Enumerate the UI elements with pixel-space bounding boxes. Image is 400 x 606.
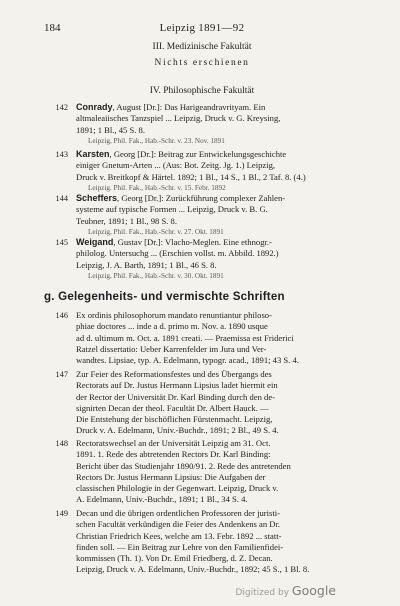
entry-author: Weigand — [76, 237, 114, 247]
nothing-published-note: Nichts erschienen — [154, 58, 250, 68]
page-header — [44, 22, 360, 36]
entry-number: 143 — [55, 150, 68, 159]
entry-line: Decan und die übrigen ordentlichen Professoren der juristi- — [76, 508, 281, 518]
entry-148 — [44, 438, 360, 506]
page-number: 184 — [44, 22, 61, 34]
entry-number: 146 — [55, 311, 68, 320]
section-heading-philosophy: IV. Philosophische Fakultät — [149, 86, 255, 96]
entry-line: Zur Feier des Reformationsfestes und des Übergangs des — [76, 369, 272, 379]
entry-number: 147 — [55, 370, 68, 379]
entry-number: 145 — [55, 238, 68, 247]
entry-line: Ratzel dissertatio: Ueber Karrenfelder im Jura und Ver- — [76, 343, 267, 354]
entry-line: kommissen (Th. 1). Von Dr. Emil Friedberg, d. Z. Decan. — [76, 553, 273, 564]
entry-author: Conrady — [76, 102, 113, 112]
entry-author: Scheffers — [76, 193, 118, 203]
entry-line: der Rector der Universität Dr. Karl Binding durch den de- — [76, 391, 276, 402]
entry-line: systeme auf typische Formen ... Leipzig, Druck v. B. G. — [76, 204, 268, 215]
entry-line: Bericht über das Studienjahr 1890/91. 2. Rede des antretenden — [76, 460, 291, 471]
entry-number: 144 — [55, 194, 68, 203]
section-heading-medical: III. Medizinische Fakultät — [152, 42, 252, 52]
entry-number: 142 — [55, 103, 68, 112]
entry-line: Teubner, 1891; 1 Bl., 98 S. 8. — [76, 215, 177, 226]
entry-line: wandtes. Lipsiae, typ. A. Edelmann, typogr. acad., 1891; 43 S. 4. — [76, 355, 299, 366]
entry-line: Rectoratswechsel an der Universität Leipzig am 31. Oct. — [76, 438, 271, 448]
entry-149 — [44, 508, 360, 576]
entry-note: Leipzig, Phil. Fak., Hab.-Schr. v. 23. Nov. 1891 — [88, 136, 225, 145]
entry-line: phiae doctores ... inde a d. primo m. Nov. a. 1890 usque — [76, 321, 268, 332]
entry-line: Rectors Dr. Justus Hermann Lipsius: Die Aufgaben der — [76, 471, 266, 482]
entry-line: signirten Decan der theol. Facultät Dr. Albert Hauck. — — [76, 402, 269, 413]
entry-line: Leipzig, J. A. Barth, 1891; 1 Bl., 46 S. 8. — [76, 259, 217, 270]
entry-line: finden soll. — Ein Beitrag zur Lehre von den Familienfidei- — [76, 541, 284, 552]
entry-145: 145 Weigand, Gustav [Dr.]: Vlacho-Meglen. Eine ethnogr.- philolog. Untersuchg ... (Erschien vollst. m. Abbild. 1892.) Leipzig, J. A. Barth, 1891; 1 Bl., 46 S. 8. Leipzig, Phil. Fak., Hab.-Schr. v. 30. Okt. 1891 — [44, 237, 360, 282]
entry-147 — [44, 369, 360, 437]
digitized-watermark — [235, 583, 336, 598]
section-heading-occasional: g. Gelegenheits- und vermischte Schriften — [44, 290, 285, 303]
entry-line: 1891. 1. Rede des abtretenden Rectors Dr. Karl Binding: — [76, 449, 271, 460]
entry-line: Die Entstehung der bischöflichen Fürstenmacht. Leipzig, — [76, 414, 273, 425]
entry-line: A. Edelmann, Univ.-Buchdr., 1891; 1 Bl., 34 S. 4. — [76, 494, 248, 505]
entry-number: 149 — [55, 509, 68, 518]
google-logo: Google — [291, 583, 336, 598]
entry-author: Karsten — [76, 149, 110, 159]
entry-line: altmaleaiisches Tanzspiel ... Leipzig, Druck v. G. Kreysing, — [76, 113, 281, 124]
entry-number: 148 — [55, 439, 68, 448]
entry-line: ad d. ultimum m. Oct. a. 1891 creati. — Praemissa est Friderici — [76, 332, 294, 343]
entry-142: 142 Conrady, August [Dr.]: Das Harigeandravrityam. Ein altmaleaiisches Tanzspiel ... Leipzig, Druck v. G. Kreysing, 1891; 1 Bl., 45 S. 8. Leipzig, Phil. Fak., Hab.-Schr. v. 23. Nov. 1891 — [44, 102, 360, 147]
entry-line: 1891; 1 Bl., 45 S. 8. — [76, 124, 145, 135]
entry-line: Druck v. Breitkopf & Härtel. 1892; 1 Bl., 14 S., 1 Bl., 2 Taf. 8. (4.) — [76, 171, 306, 182]
entry-line: Christian Friedrich Kees, welche am 13. Febr. 1892 ... statt- — [76, 530, 282, 541]
entry-line: Druck v. A. Edelmann, Univ.-Buchdr., 1891; 2 Bl., 49 S. 4. — [76, 425, 279, 436]
entry-line: Rectorats auf Dr. Justus Hermann Lipsius ladet hiermit ein — [76, 380, 278, 391]
entry-note: Leipzig, Phil. Fak., Hab.-Schr. v. 30. Okt. 1891 — [88, 271, 224, 280]
entry-note: Leipzig. Phil. Fak., Hab.-Schr. v. 15. Febr. 1892 — [88, 183, 226, 192]
watermark-prefix: Digitized by — [235, 588, 290, 598]
entry-146 — [44, 310, 360, 366]
entry-line: classischen Philologie in der Gegenwart. Leipzig, Druck v. — [76, 483, 279, 494]
entry-note: Leipzig, Phil. Fak., Hab.-Schr. v. 27. Okt. 1891 — [88, 227, 224, 236]
entry-144: 144 Scheffers, Georg [Dr.]: Zurückführung complexer Zahlen- systeme auf typische Formen ... Leipzig, Druck v. B. G. Teubner, 1891; 1 Bl., 98 S. 8. Leipzig, Phil. Fak., Hab.-Schr. v. 27. Okt. 1891 — [44, 193, 360, 238]
entry-line: Leipzig, Druck v. A. Edelmann, Univ.-Buchdr., 1892; 45 S., 1 Bl. 8. — [76, 564, 310, 575]
entry-line: philolog. Untersuchg ... (Erschien vollst. m. Abbild. 1892.) — [76, 248, 279, 259]
entry-line: schen Facultät verkündigen die Feier des Andenkens an Dr. — [76, 519, 281, 530]
entry-line: Ex ordinis philosophorum mandato renuntiantur philoso- — [76, 310, 272, 320]
entry-143: 143 Karsten, Georg [Dr.]: Beitrag zur Entwickelungsgeschichte einiger Gnetum-Arten ... (Aus: Bot. Zeitg. Jg. 1.) Leipzig, Druck v. Breitkopf & Härtel. 1892; 1 Bl., 14 S., 1 Bl., 2 Taf. 8. (4.) Leipzig. Phil. Fak., Hab.-Schr. v. 15. Febr. 1892 — [44, 149, 360, 194]
running-title: Leipzig 1891—92 — [159, 22, 245, 34]
entry-line: einiger Gnetum-Arten ... (Aus: Bot. Zeitg. Jg. 1.) Leipzig, — [76, 160, 276, 171]
